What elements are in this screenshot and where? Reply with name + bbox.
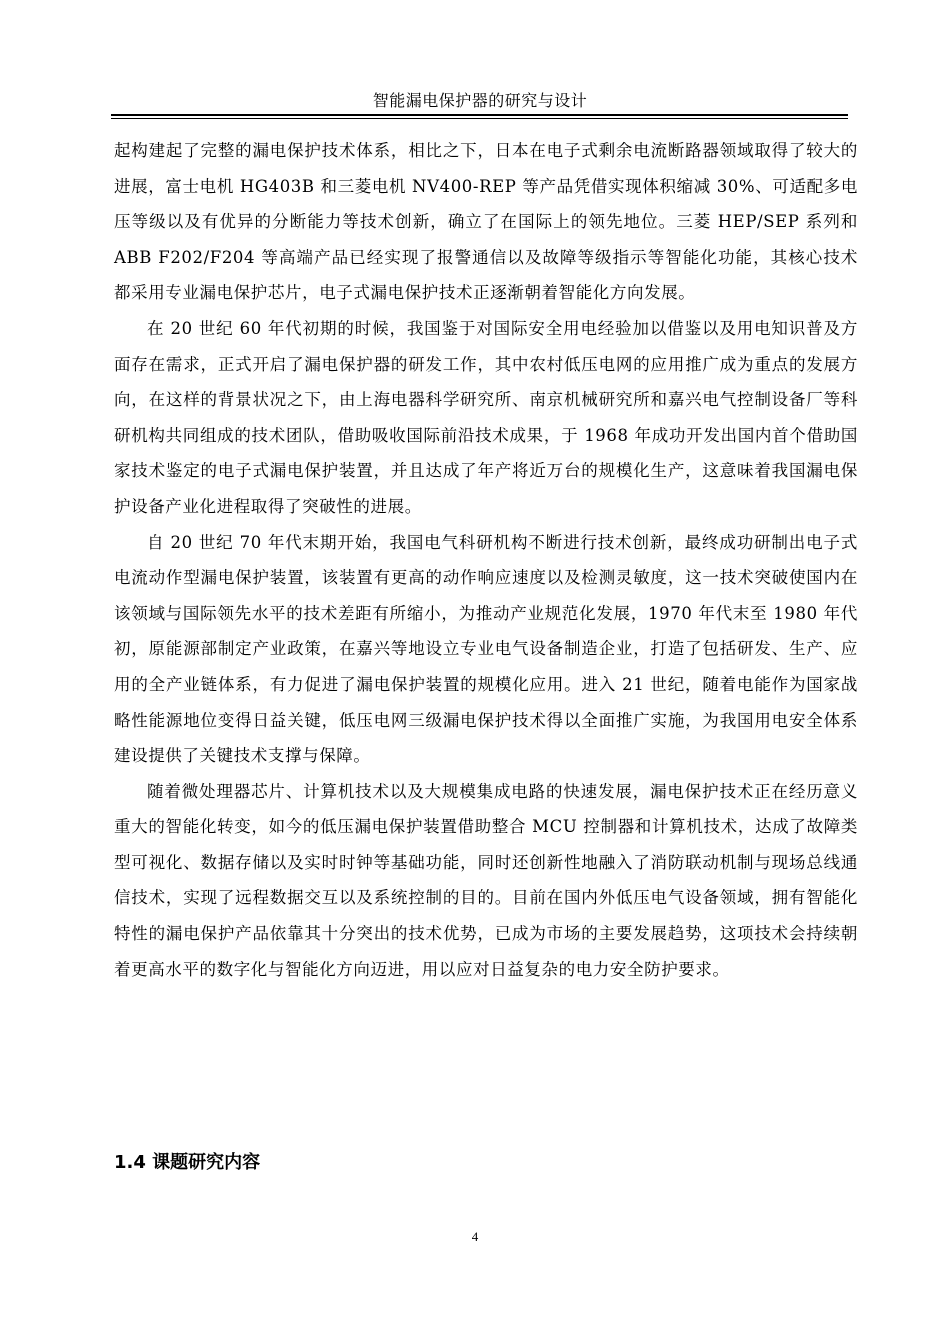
paragraph-continuation: 起构建起了完整的漏电保护技术体系，相比之下，日本在电子式剩余电流断路器领域取得了较大的进展，富士电机 HG403B 和三菱电机 NV400-REP 等产品凭借实现体积缩减 30%、可适配多电压等级以及有优异的分断能力等技术创新，确立了在国际上的领先地位。三菱 HEP/SEP 系列和 ABB F202/F204 等高端产品已经实现了报警通信以及故障等级指示等智能化功能，其核心技术都采用专业漏电保护芯片，电子式漏电保护技术正逐渐朝着智能化方向发展。 [114,141,858,303]
header-rule [111,114,848,116]
page-number: 4 [471,1229,479,1244]
body-text [114,133,858,987]
paragraph: 自 20 世纪 70 年代末期开始，我国电气科研机构不断进行技术创新，最终成功研制出电子式电流动作型漏电保护装置，该装置有更高的动作响应速度以及检测灵敏度，这一技术突破使国内在该领域与国际领先水平的技术差距有所缩小，为推动产业规范化发展，1970 年代末至 1980 年代初，原能源部制定产业政策，在嘉兴等地设立专业电气设备制造企业，打造了包括研发、生产、应用的全产业链体系，有力促进了漏电保护装置的规模化应用。进入 21 世纪，随着电能作为国家战略性能源地位变得日益关键，低压电网三级漏电保护技术得以全面推广实施，为我国用电安全体系建设提供了关键技术支撑与保障。 [114,532,858,766]
section-heading: 1.4 课题研究内容 [114,1152,261,1173]
paragraph: 随着微处理器芯片、计算机技术以及大规模集成电路的快速发展，漏电保护技术正在经历意义重大的智能化转变，如今的低压漏电保护装置借助整合 MCU 控制器和计算机技术，达成了故障类型可视化、数据存储以及实时时钟等基础功能，同时还创新性地融入了消防联动机制与现场总线通信技术，实现了远程数据交互以及系统控制的目的。目前在国内外低压电气设备领域，拥有智能化特性的漏电保护产品依靠其十分突出的技术优势，已成为市场的主要发展趋势，这项技术会持续朝着更高水平的数字化与智能化方向迈进，用以应对日益复杂的电力安全防护要求。 [114,781,858,979]
paragraph: 在 20 世纪 60 年代初期的时候，我国鉴于对国际安全用电经验加以借鉴以及用电知识普及方面存在需求，正式开启了漏电保护器的研发工作，其中农村低压电网的应用推广成为重点的发展方向，在这样的背景状况之下，由上海电器科学研究所、南京机械研究所和嘉兴电气控制设备厂等科研机构共同组成的技术团队，借助吸收国际前沿技术成果，于 1968 年成功开发出国内首个借助国家技术鉴定的电子式漏电保护装置，并且达成了年产将近万台的规模化生产，这意味着我国漏电保护设备产业化进程取得了突破性的进展。 [114,318,858,516]
header-rule-secondary [111,118,848,119]
running-header-title: 智能漏电保护器的研究与设计 [372,91,588,110]
